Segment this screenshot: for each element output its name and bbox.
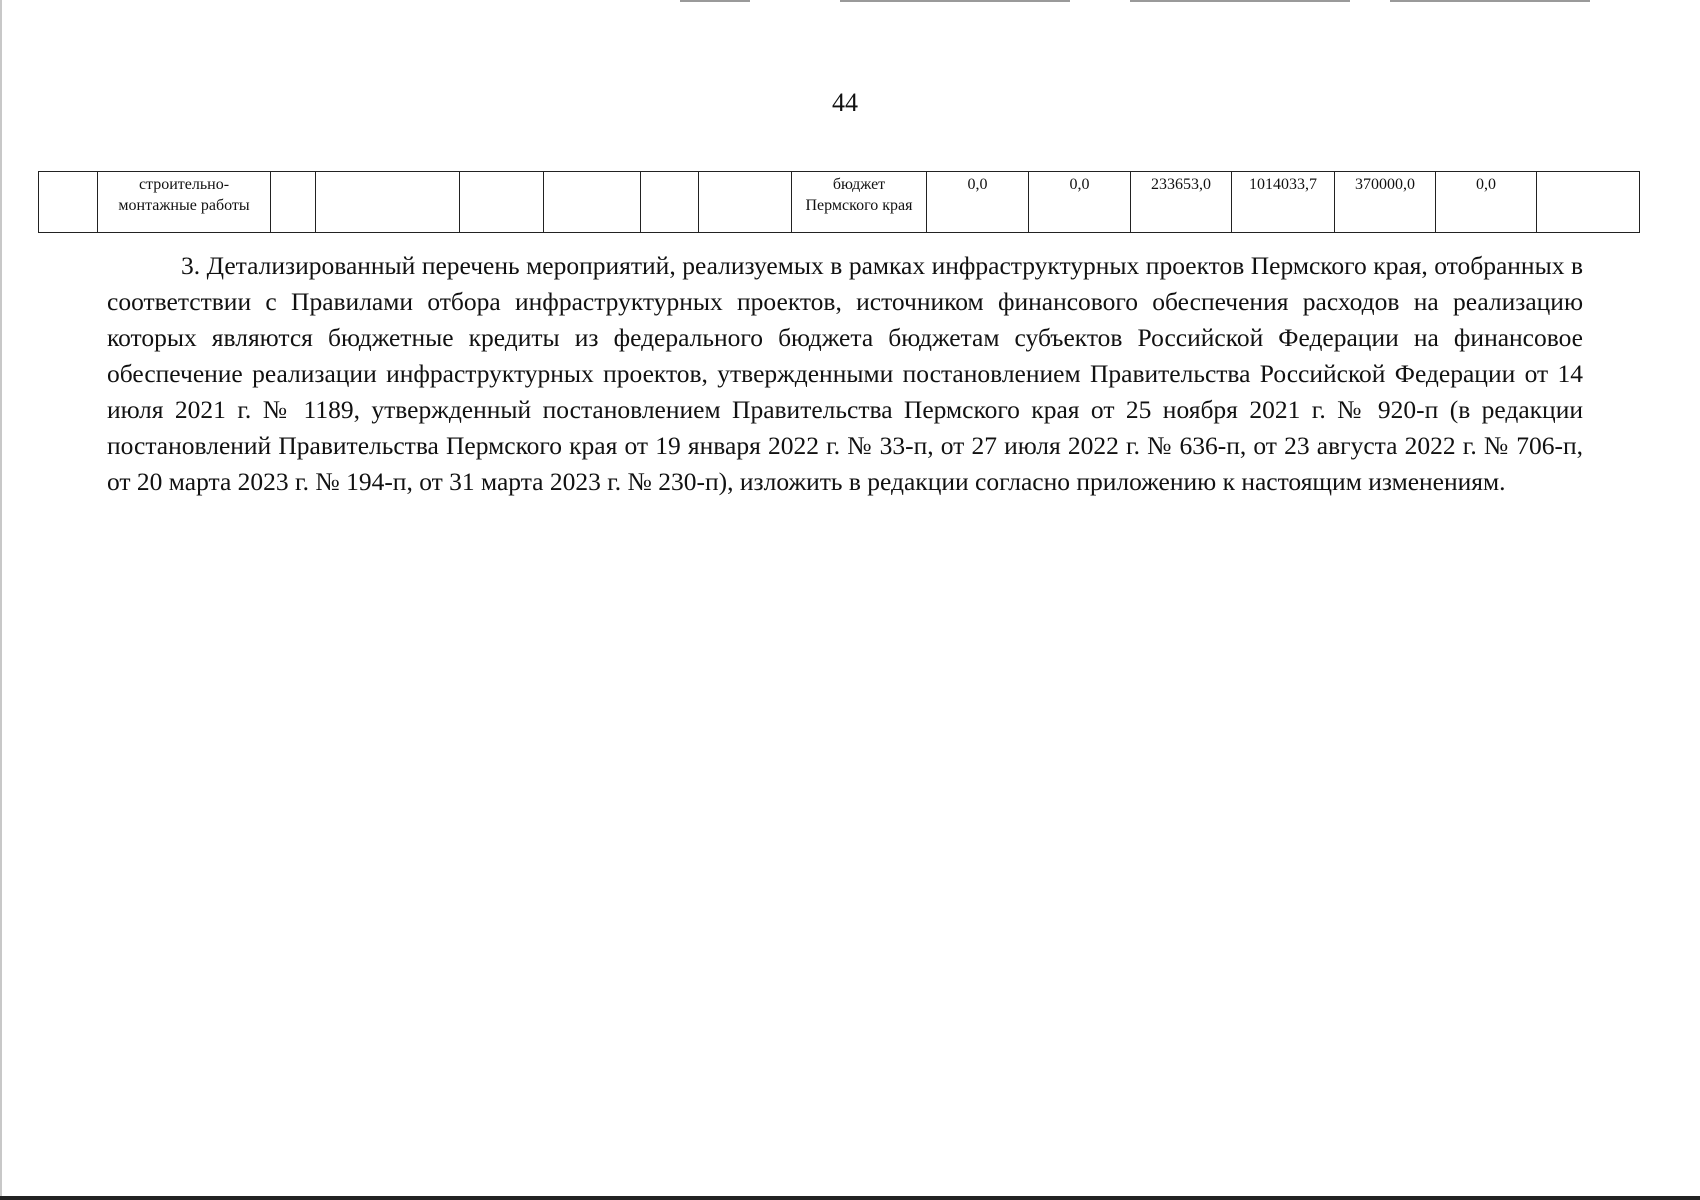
table-cell-empty (316, 172, 460, 233)
table-cell-empty (39, 172, 98, 233)
table-row (39, 172, 1640, 233)
scan-edge-top (840, 0, 1070, 2)
amount-cell: 0,0 (1436, 172, 1537, 233)
amount-cell: 1014033,7 (1232, 172, 1335, 233)
table-cell-empty (544, 172, 641, 233)
amount-cell: 0,0 (927, 172, 1029, 233)
scan-edge-left (0, 0, 2, 1200)
amount-cell: 233653,0 (1131, 172, 1232, 233)
amount-cell: 370000,0 (1335, 172, 1436, 233)
amount-cell: 0,0 (1029, 172, 1131, 233)
funding-table (38, 171, 1640, 233)
work-type-cell: строительно-монтажные работы (98, 172, 271, 233)
table-cell-empty (1537, 172, 1640, 233)
page-number: 44 (832, 88, 858, 117)
body-paragraph: 3. Детализированный перечень мероприятий, реализуемых в рамках инфраструктурных проектов Пермского края, отобранных в соответствии с Правилами отбора инфраструктурных проектов, источником финансового обеспечения расходов на реализацию которых являются бюджетные кредиты из федерального бюджета бюджетам субъектов Российской Федерации на финансовое обеспечение реализации инфраструктурных проектов, утвержденными постановлением Правительства Российской Федерации от 14 июля 2021 г. № 1189, утвержденный постановлением Правительства Пермского края от 25 ноября 2021 г. № 920-п (в редакции постановлений Правительства Пермского края от 19 января 2022 г. № 33-п, от 27 июля 2022 г. № 636-п, от 23 августа 2022 г. № 706-п, от 20 марта 2023 г. № 194-п, от 31 марта 2023 г. № 230-п), изложить в редакции согласно приложению к настоящим изменениям. (107, 251, 1583, 496)
table-cell-empty (271, 172, 316, 233)
scan-edge-top (1130, 0, 1350, 2)
table-cell-empty (460, 172, 544, 233)
scan-edge-top (1390, 0, 1590, 2)
table-cell-empty (641, 172, 699, 233)
scan-edge-bottom (0, 1196, 1700, 1200)
scan-edge-top (680, 0, 750, 2)
table-cell-empty (699, 172, 792, 233)
funding-source-cell: бюджет Пермского края (792, 172, 927, 233)
